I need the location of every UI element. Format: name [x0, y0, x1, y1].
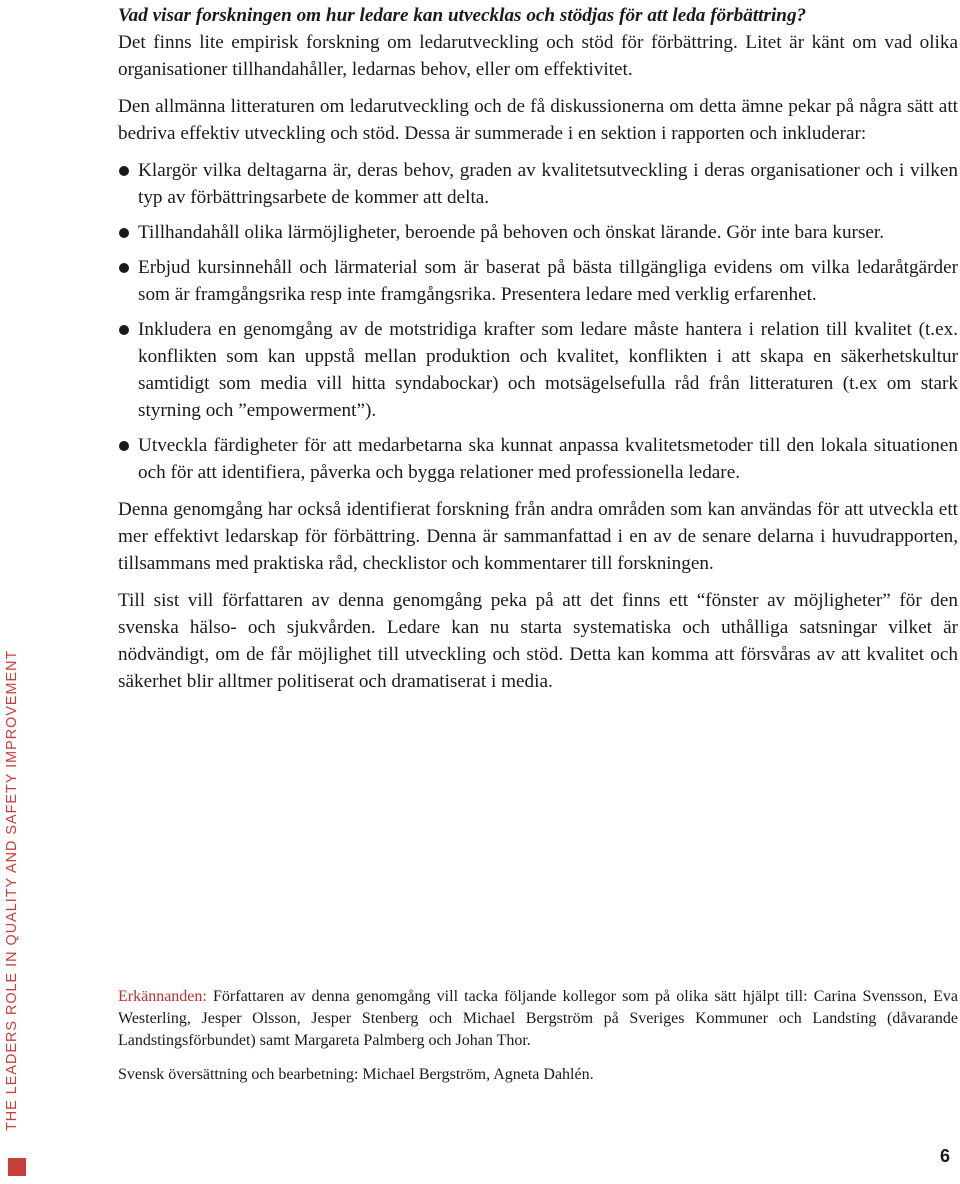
sidebar-title: THE LEADERS ROLE IN QUALITY AND SAFETY IMPROVEMENT [4, 649, 20, 1131]
section-heading: Vad visar forskningen om hur ledare kan utvecklas och stödjas för att leda förbättring? [118, 5, 807, 26]
bullet-icon [119, 228, 129, 238]
acknowledgements-text: Författaren av denna genomgång vill tacka följande kollegor som på olika sätt hjälpt till: Carina Svensson, Eva Westerling, Jesper Olsson, Jesper Stenberg och Michael Bergström på Sveriges Kommuner och Landsting (dåvarande Landstingsförbundet) samt Margareta Palmberg och Johan Thor. [118, 988, 958, 1049]
bullet-icon [119, 166, 129, 176]
list-item [118, 157, 958, 211]
paragraph-conclusion: Till sist vill författaren av denna genomgång peka på att det finns ett “fönster av möjligheter” för den svenska hälso- och sjukvården. Ledare kan nu starta systematiska och uthålliga satsningar vilket är nödvändigt, om de får möjlighet till utveckling och stöd. Detta kan komma att försvåras av att kvalitet och säkerhet blir alltmer politiserat och dramatiserat i media. [118, 590, 958, 692]
paragraph-other-research: Denna genomgång har också identifierat forskning från andra områden som kan användas för att utveckla ett mer effektivt ledarskap för förbättring. Denna är sammanfattad i en av de senare delarna i huvudrapporten, tillsammans med praktiska råd, checklistor och kommentarer till forskningen. [118, 499, 958, 574]
list-item-text: Erbjud kursinnehåll och lärmaterial som är baserat på bästa tillgängliga evidens om vilka ledaråtgärder som är framgångsrika resp inte framgångsrika. Presentera ledare med verklig erfarenhet. [138, 257, 958, 305]
list-item-text: Utveckla färdigheter för att medarbetarna ska kunnat anpassa kvalitetsmetoder till den lokala situationen och för att identifiera, påverka och bygga relationer med professionella ledare. [138, 435, 958, 483]
acknowledgements-label: Erkännanden: [118, 988, 207, 1005]
paragraph-literature: Den allmänna litteraturen om ledarutveckling och de få diskussionerna om detta ämne pekar på några sätt att bedriva effektiv utveckling och stöd. Dessa är summerade i en sektion i rapporten och inkluderar: [118, 96, 958, 144]
bullet-icon [119, 325, 129, 335]
bullet-icon [119, 441, 129, 451]
bullet-icon [119, 263, 129, 273]
list-item-text: Klargör vilka deltagarna är, deras behov, graden av kvalitetsutveckling i deras organisationer och i vilken typ av förbättringsarbete de kommer att delta. [138, 160, 958, 208]
page-number: 6 [940, 1146, 951, 1166]
list-item [118, 219, 958, 246]
intro-paragraph: Det finns lite empirisk forskning om ledarutveckling och stöd för förbättring. Litet är känt om vad olika organisationer tillhandahåller, ledarnas behov, eller om effektivitet. [118, 32, 958, 80]
list-item-text: Tillhandahåll olika lärmöjligheter, beroende på behoven och önskat lärande. Gör inte bara kurser. [138, 222, 885, 243]
list-item [118, 316, 958, 424]
sidebar-square-marker [8, 1158, 26, 1176]
translation-credit: Svensk översättning och bearbetning: Michael Bergström, Agneta Dahlén. [118, 1066, 594, 1083]
recommendation-list [118, 157, 958, 486]
list-item-text: Inkludera en genomgång av de motstridiga krafter som ledare måste hantera i relation till kvalitet (t.ex. konflikten som kan uppstå mellan produktion och kvalitet, konflikten i att skapa en säkerhetskultur samtidigt som media vill hitta syndabockar) och motsägelsefulla råd från litteraturen (t.ex om stark styrning och ”empowerment”). [138, 319, 958, 421]
acknowledgements-paragraph [118, 986, 958, 1052]
list-item [118, 254, 958, 308]
acknowledgements-section [118, 986, 958, 1098]
list-item [118, 432, 958, 486]
main-text-column [118, 0, 958, 705]
